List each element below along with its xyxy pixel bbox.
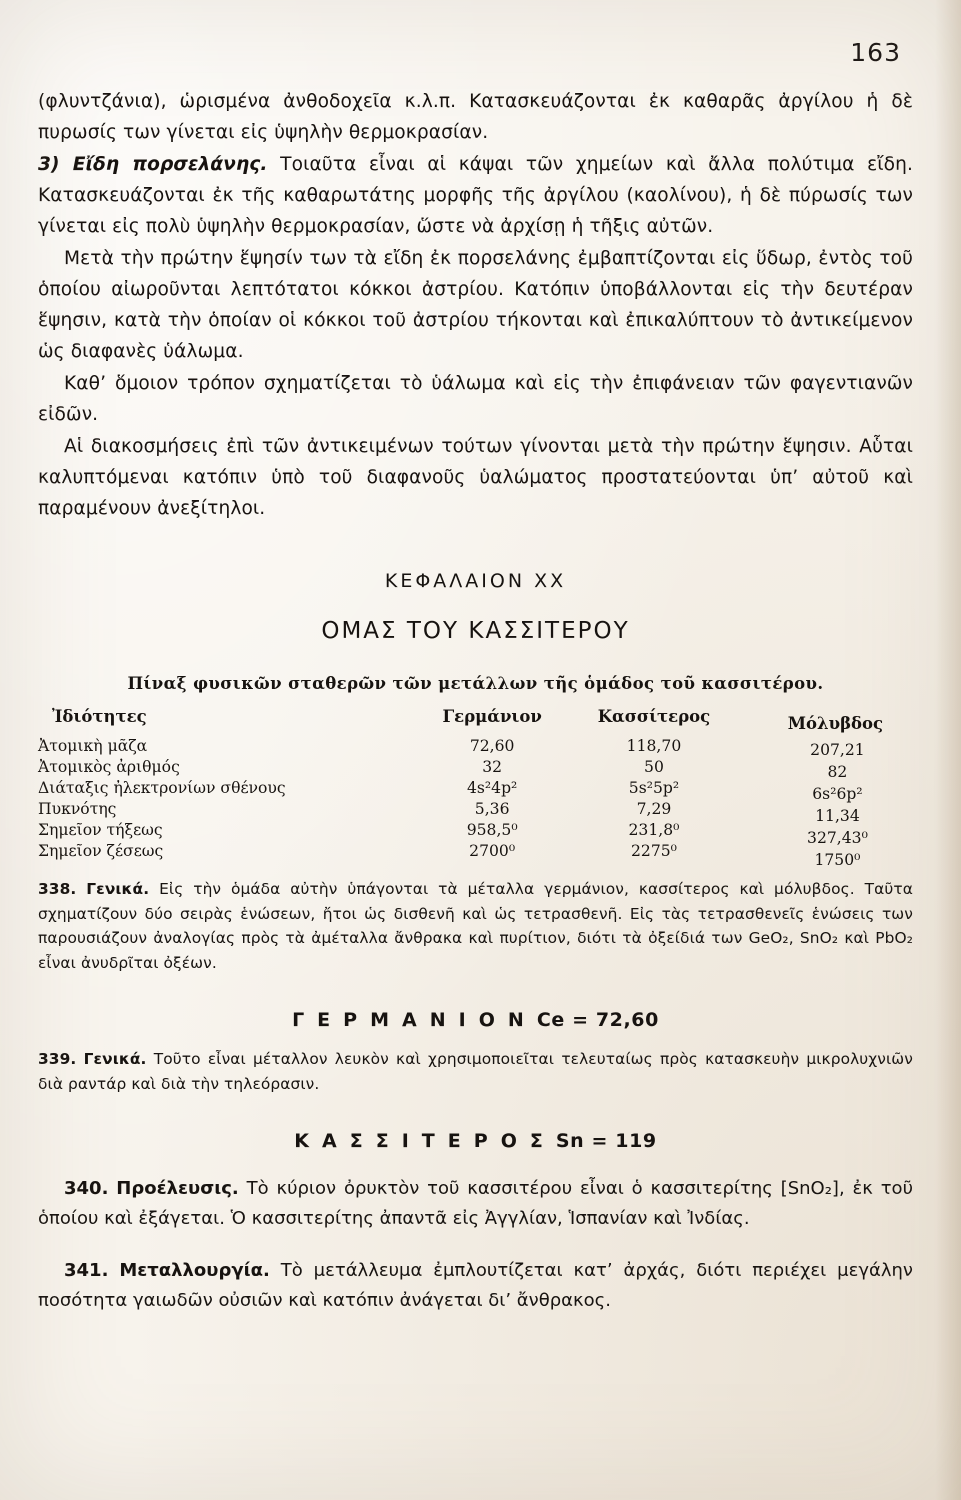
section-340-title: Προέλευσις. bbox=[116, 1178, 239, 1199]
section-341-text: Τὸ μετάλλευμα ἐμπλουτίζεται κατ’ ἀρχάς, διότι περιέχει μεγάλην ποσότητα γαιωδῶν οὐσιῶν καὶ κατόπιν ἀνάγεται δι’ ἄνθρακος. bbox=[38, 1260, 913, 1311]
cell-property: Σημεῖον τήξεως bbox=[38, 820, 163, 839]
paragraph-5: Αἱ διακοσμήσεις ἐπὶ τῶν ἀντικειμένων τούτων γίνονται μετὰ τὴν πρώτην ἕψησιν. Αὗται καλυπτόμεναι κατόπιν ὑπὸ τοῦ διαφανοῦς ὑαλώματος προστατεύονται ὑπ’ αὐτοῦ καὶ παραμένουν ἀνεξίτηλοι. bbox=[38, 436, 913, 519]
germanium-formula: Ce = 72,60 bbox=[536, 1009, 659, 1031]
cell-germanium: 72,60 bbox=[469, 736, 515, 755]
tin-heading bbox=[38, 1130, 913, 1152]
cell-lead: 207,21 bbox=[810, 740, 865, 759]
section-339-number: 339. bbox=[38, 1050, 77, 1068]
germanium-heading bbox=[38, 1009, 913, 1031]
section-338-number: 338. bbox=[38, 880, 77, 898]
cell-lead: 11,34 bbox=[815, 806, 860, 825]
section-339 bbox=[38, 1047, 913, 1096]
section-340-number: 340. bbox=[64, 1178, 109, 1199]
page-number: 163 bbox=[850, 38, 901, 67]
table-body bbox=[38, 735, 913, 869]
section-339-text: Τοῦτο εἶναι μέταλλον λευκὸν καὶ χρησιμοποιεῖται τελευταίως πρὸς κατασκευὴν μικρολυχνιῶν διὰ ραντάρ καὶ διὰ τὴν τηλεόρασιν. bbox=[38, 1050, 913, 1093]
cell-germanium: 32 bbox=[482, 757, 503, 776]
cell-lead: 82 bbox=[827, 762, 848, 781]
cell-property: Ἀτομικὴ μᾶζα bbox=[38, 736, 148, 755]
table-header bbox=[38, 707, 913, 735]
table-header-lead: Μόλυβδος bbox=[787, 714, 884, 733]
cell-tin: 118,70 bbox=[626, 736, 682, 755]
section-338-text: Εἰς τὴν ὁμάδα αὐτὴν ὑπάγονται τὰ μέταλλα γερμάνιον, κασσίτερος καὶ μόλυβδος. Ταῦτα σχηματίζουν δύο σειρὰς ἑνώσεων, ἤτοι ὡς δισθενῆ καὶ ὡς τετρασθενῆ. Εἰς τὰς τετρασθενεῖς ἑνώσεις των παρουσιάζουν ἀναλογίας πρὸς τὰ ἀμέταλλα ἄνθρακα καὶ πυρίτιον, διότι τὰ ὀξείδιά των GeO₂, SnO₂ καὶ PbO₂ εἶναι ἀνυδρῖται ὀξέων. bbox=[38, 880, 913, 972]
cell-tin: 5s²5p² bbox=[628, 778, 680, 797]
paragraph-4: Καθ’ ὅμοιον τρόπον σχηματίζεται τὸ ὑάλωμα καὶ εἰς τὴν ἐπιφάνειαν τῶν φαγεντιανῶν εἰδῶν. bbox=[38, 373, 913, 425]
section-338-title: Γενικά. bbox=[86, 880, 150, 898]
paragraph-2-heading: 3) Εἴδη πορσελάνης. bbox=[38, 154, 268, 175]
chapter-label: ΚΕΦΑΛΑΙΟΝ ΧΧ bbox=[384, 570, 567, 592]
cell-tin: 50 bbox=[644, 757, 664, 776]
cell-property: Ἀτομικὸς ἀριθμός bbox=[38, 757, 180, 776]
section-340-text: Τὸ κύριον ὀρυκτὸν τοῦ κασσιτέρου εἶναι ὁ κασσιτερίτης [SnO₂], ἐκ τοῦ ὁποίου καὶ ἐξάγεται. Ὁ κασσιτερίτης ἀπαντᾶ εἰς Ἀγγλίαν, Ἱσπανίαν καὶ Ἰνδίας. bbox=[38, 1178, 913, 1229]
section-341-number: 341. bbox=[64, 1260, 109, 1281]
section-341-title: Μεταλλουργία. bbox=[119, 1260, 270, 1281]
table-header-properties: Ἰδιότητες bbox=[52, 707, 147, 726]
tin-name: Κ Α Σ Σ Ι Τ Ε Ρ Ο Σ bbox=[294, 1130, 547, 1152]
table-header-row bbox=[38, 707, 913, 735]
paragraph-1: (φλυντζάνια), ὡρισμένα ἀνθοδοχεῖα κ.λ.π. Κατασκευάζονται ἐκ καθαρᾶς ἀργίλου ἡ δὲ πυρωσίς των γίνεται εἰς ὑψηλὴν θερμοκρασίαν. bbox=[38, 91, 913, 143]
section-341 bbox=[38, 1256, 913, 1316]
section-339-title: Γενικά. bbox=[83, 1050, 147, 1068]
germanium-name: Γ Ε Ρ Μ Α Ν Ι Ο Ν bbox=[292, 1009, 528, 1031]
table-header-germanium: Γερμάνιον bbox=[442, 707, 542, 726]
cell-germanium: 2700⁰ bbox=[469, 841, 516, 860]
cell-property: Σημεῖον ζέσεως bbox=[38, 841, 164, 860]
cell-lead: 1750⁰ bbox=[814, 850, 861, 869]
tin-formula: Sn = 119 bbox=[555, 1130, 657, 1152]
cell-property: Διάταξις ἠλεκτρονίων σθένους bbox=[38, 778, 286, 797]
cell-germanium: 4s²4p² bbox=[466, 778, 518, 797]
cell-germanium: 5,36 bbox=[474, 799, 510, 818]
table-header-tin: Κασσίτερος bbox=[597, 707, 711, 726]
cell-lead: 327,43⁰ bbox=[807, 828, 868, 847]
section-338 bbox=[38, 877, 913, 975]
page-content bbox=[38, 86, 913, 1334]
paragraph-2-text: Τοιαῦτα εἶναι αἱ κάψαι τῶν χημείων καὶ ἄλλα πολύτιμα εἴδη. Κατασκευάζονται ἐκ τῆς καθαρωτάτης μορφῆς τῆς ἀργίλου (καολίνου), ἡ δὲ πύρωσίς των γίνεται εἰς πολὺ ὑψηλὴν θερμοκρασίαν, ὥστε νὰ ἀρχίσῃ ἡ τῆξις αὐτῶν. bbox=[38, 154, 913, 237]
cell-tin: 2275⁰ bbox=[631, 841, 677, 860]
table-row bbox=[38, 735, 913, 756]
chapter-title: ΟΜΑΣ ΤΟΥ ΚΑΣΣΙΤΕΡΟΥ bbox=[321, 618, 630, 644]
cell-property: Πυκνότης bbox=[38, 799, 117, 818]
section-340 bbox=[38, 1174, 913, 1234]
cell-tin: 7,29 bbox=[636, 799, 672, 818]
paragraph-3: Μετὰ τὴν πρώτην ἕψησίν των τὰ εἴδη ἐκ πορσελάνης ἐμβαπτίζονται εἰς ὕδωρ, ἐντὸς τοῦ ὁποίου αἰωροῦνται λεπτότατοι κόκκοι ἀστρίου. Κατόπιν ὑποβάλλονται εἰς τὴν δευτέραν ἕψησιν, κατὰ τὴν ὁποίαν οἱ κόκκοι τοῦ ἀστρίου τήκονται καὶ ἐπικαλύπτουν τὸ ἀντικείμενον ὡς διαφανὲς ὑάλωμα. bbox=[38, 248, 913, 362]
cell-tin: 231,8⁰ bbox=[628, 820, 680, 839]
page-edge-shadow bbox=[935, 0, 961, 1500]
table-caption: Πίναξ φυσικῶν σταθερῶν τῶν μετάλλων τῆς ὁμάδος τοῦ κασσιτέρου. bbox=[127, 674, 824, 693]
properties-table bbox=[38, 707, 913, 869]
cell-germanium: 958,5⁰ bbox=[466, 820, 518, 839]
paragraph-2 bbox=[38, 149, 913, 242]
cell-lead: 6s²6p² bbox=[812, 784, 863, 803]
